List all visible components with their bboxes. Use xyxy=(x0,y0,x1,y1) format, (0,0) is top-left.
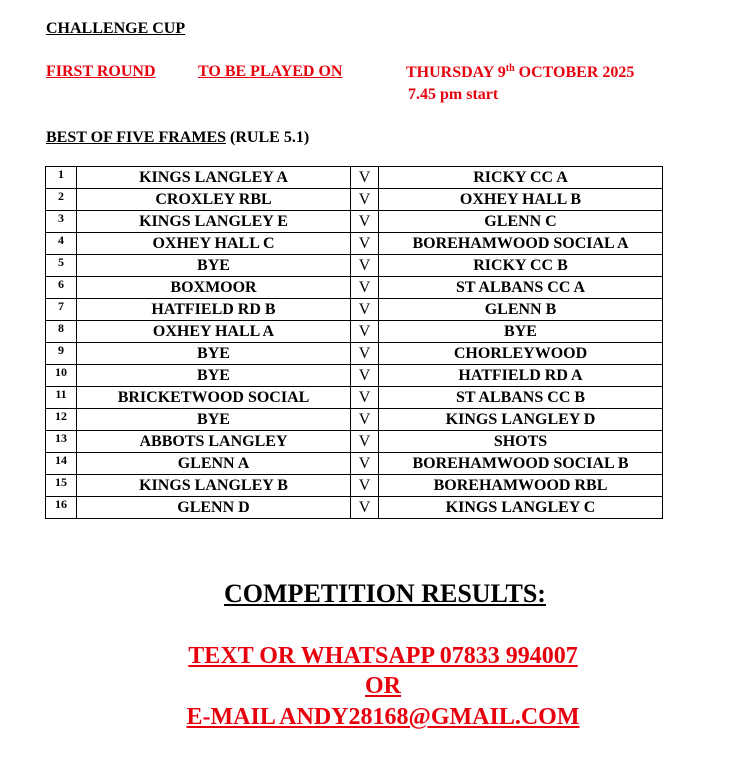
document-title: CHALLENGE CUP xyxy=(46,20,186,37)
home-team: KINGS LANGLEY E xyxy=(77,211,351,233)
table-row xyxy=(46,387,663,409)
table-row xyxy=(46,409,663,431)
versus-mark: V xyxy=(351,409,379,431)
versus-mark: V xyxy=(351,431,379,453)
table-row xyxy=(46,343,663,365)
home-team: GLENN D xyxy=(77,497,351,519)
home-team: HATFIELD RD B xyxy=(77,299,351,321)
fixture-number: 16 xyxy=(46,497,77,519)
home-team: OXHEY HALL C xyxy=(77,233,351,255)
home-team: BRICKETWOOD SOCIAL xyxy=(77,387,351,409)
fixture-number: 10 xyxy=(46,365,77,387)
versus-mark: V xyxy=(351,453,379,475)
versus-mark: V xyxy=(351,233,379,255)
away-team: HATFIELD RD A xyxy=(379,365,663,387)
away-team: ST ALBANS CC B xyxy=(379,387,663,409)
table-row xyxy=(46,277,663,299)
away-team: KINGS LANGLEY D xyxy=(379,409,663,431)
fixture-number: 5 xyxy=(46,255,77,277)
frames-format xyxy=(46,129,309,147)
contact-or: OR xyxy=(365,673,401,699)
away-team: RICKY CC B xyxy=(379,255,663,277)
table-row xyxy=(46,321,663,343)
table-row xyxy=(46,189,663,211)
table-row xyxy=(46,255,663,277)
frames-rule: (RULE 5.1) xyxy=(226,129,310,146)
fixture-number: 15 xyxy=(46,475,77,497)
home-team: OXHEY HALL A xyxy=(77,321,351,343)
versus-mark: V xyxy=(351,299,379,321)
home-team: ABBOTS LANGLEY xyxy=(77,431,351,453)
away-team: BOREHAMWOOD RBL xyxy=(379,475,663,497)
versus-mark: V xyxy=(351,277,379,299)
match-day: THURSDAY 9 xyxy=(406,64,506,81)
fixture-number: 11 xyxy=(46,387,77,409)
results-title: COMPETITION RESULTS: xyxy=(224,579,546,608)
home-team: BYE xyxy=(77,255,351,277)
home-team: BYE xyxy=(77,365,351,387)
fixtures-body xyxy=(46,167,663,519)
fixture-number: 6 xyxy=(46,277,77,299)
versus-mark: V xyxy=(351,387,379,409)
fixture-number: 4 xyxy=(46,233,77,255)
match-month-year: OCTOBER 2025 xyxy=(514,64,635,81)
fixture-number: 3 xyxy=(46,211,77,233)
away-team: OXHEY HALL B xyxy=(379,189,663,211)
fixtures-table xyxy=(45,166,663,519)
versus-mark: V xyxy=(351,255,379,277)
fixture-number: 1 xyxy=(46,167,77,189)
round-label: FIRST ROUND xyxy=(46,63,156,80)
versus-mark: V xyxy=(351,497,379,519)
versus-mark: V xyxy=(351,211,379,233)
home-team: GLENN A xyxy=(77,453,351,475)
away-team: CHORLEYWOOD xyxy=(379,343,663,365)
versus-mark: V xyxy=(351,475,379,497)
table-row xyxy=(46,233,663,255)
fixture-number: 8 xyxy=(46,321,77,343)
away-team: ST ALBANS CC A xyxy=(379,277,663,299)
home-team: BOXMOOR xyxy=(77,277,351,299)
table-row xyxy=(46,299,663,321)
away-team: KINGS LANGLEY C xyxy=(379,497,663,519)
away-team: SHOTS xyxy=(379,431,663,453)
away-team: BYE xyxy=(379,321,663,343)
fixture-number: 14 xyxy=(46,453,77,475)
contact-text-whatsapp: TEXT OR WHATSAPP 07833 994007 xyxy=(188,643,578,669)
table-row xyxy=(46,475,663,497)
contact-email: E-MAIL ANDY28168@GMAIL.COM xyxy=(186,704,580,730)
versus-mark: V xyxy=(351,343,379,365)
versus-mark: V xyxy=(351,189,379,211)
table-row xyxy=(46,211,663,233)
played-on-label: TO BE PLAYED ON xyxy=(198,63,343,80)
versus-mark: V xyxy=(351,321,379,343)
away-team: RICKY CC A xyxy=(379,167,663,189)
fixture-number: 13 xyxy=(46,431,77,453)
table-row xyxy=(46,431,663,453)
home-team: KINGS LANGLEY A xyxy=(77,167,351,189)
table-row xyxy=(46,497,663,519)
home-team: BYE xyxy=(77,343,351,365)
table-row xyxy=(46,453,663,475)
home-team: BYE xyxy=(77,409,351,431)
fixture-number: 12 xyxy=(46,409,77,431)
versus-mark: V xyxy=(351,167,379,189)
fixture-number: 9 xyxy=(46,343,77,365)
table-row xyxy=(46,167,663,189)
away-team: GLENN C xyxy=(379,211,663,233)
away-team: GLENN B xyxy=(379,299,663,321)
away-team: BOREHAMWOOD SOCIAL A xyxy=(379,233,663,255)
start-time: 7.45 pm start xyxy=(408,86,499,103)
fixture-number: 7 xyxy=(46,299,77,321)
table-row xyxy=(46,365,663,387)
match-date xyxy=(406,63,634,82)
fixture-number: 2 xyxy=(46,189,77,211)
frames-label: BEST OF FIVE FRAMES xyxy=(46,129,227,146)
versus-mark: V xyxy=(351,365,379,387)
away-team: BOREHAMWOOD SOCIAL B xyxy=(379,453,663,475)
home-team: KINGS LANGLEY B xyxy=(77,475,351,497)
day-suffix: th xyxy=(505,63,515,74)
home-team: CROXLEY RBL xyxy=(77,189,351,211)
